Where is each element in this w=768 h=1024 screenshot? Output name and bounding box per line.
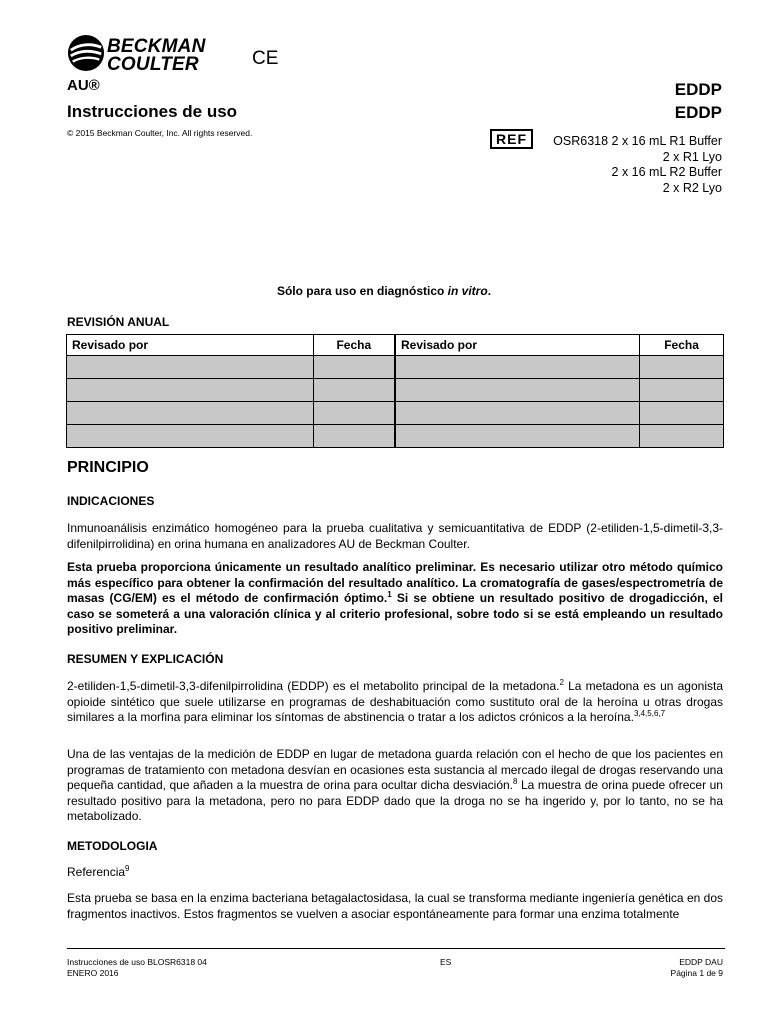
resumen-paragraph-2: Una de las ventajas de la medición de EDDP en lugar de metadona guarda relación con el hecho de que los pacientes en programas de tratamiento con metadona desvían en ocasiones esta sustancia al mercado ilegal de drogas reservando una pequeña cantidad, que añaden a la muestra de orina para ocultar dicha desviación.$^8$ La muestra de orina puede ofrecer un resultado positivo para la metadona, pero no para EDDP dado que la droga no se ha ingerido y, por lo tanto, no se ha metabolizado. <box>67 747 723 823</box>
table-cell[interactable] <box>67 356 314 379</box>
kit-line: 2 x 16 mL R2 Buffer <box>611 165 722 179</box>
ref-symbol: REF <box>490 129 533 149</box>
indicaciones-heading: INDICACIONES <box>67 494 155 508</box>
kit-contents <box>553 134 722 196</box>
metodologia-heading: METODOLOGIA <box>67 839 158 853</box>
table-row <box>67 425 724 448</box>
column-header: Revisado por <box>395 335 640 356</box>
table-cell[interactable] <box>313 356 395 379</box>
kit-line: OSR6318 2 x 16 mL R1 Buffer <box>553 134 722 148</box>
resumen-paragraph-1: 2-etiliden-1,5-dimetil-3,3-difenilpirrolidina (EDDP) es el metabolito principal de la metadona.$^2$ La metadona es un agonista opioide sintético que suele utilizarse en programas de deshabituación como sustituto oral de la heroína u otras drogas similares a la morfina para eliminar los síntomas de abstinencia o tratar a los adictos crónicos a la heroína.$^{3,4,5,6,7}$ <box>67 678 723 724</box>
copyright: © 2015 Beckman Coulter, Inc. All rights reserved. <box>67 128 253 138</box>
column-header: Revisado por <box>67 335 314 356</box>
table-cell[interactable] <box>313 379 395 402</box>
table-cell[interactable] <box>395 425 640 448</box>
column-header: Fecha <box>313 335 395 356</box>
footer-divider <box>67 948 725 949</box>
kit-line: 2 x R2 Lyo <box>662 180 722 195</box>
table-cell[interactable] <box>395 402 640 425</box>
table-cell[interactable] <box>395 379 640 402</box>
kit-line: 2 x R1 Lyo <box>662 149 722 164</box>
au-label: AU® <box>67 77 100 94</box>
table-cell[interactable] <box>395 356 640 379</box>
table-row <box>67 379 724 402</box>
annual-review-title: REVISIÓN ANUAL <box>67 315 170 329</box>
annual-review-table <box>66 334 724 448</box>
footer-language: ES <box>440 957 452 967</box>
referencia-line: Referencia$^9$ <box>67 864 130 879</box>
product-subtitle: EDDP <box>674 103 722 122</box>
table-row <box>67 356 724 379</box>
table-cell[interactable] <box>640 356 724 379</box>
table-cell[interactable] <box>640 402 724 425</box>
table-cell[interactable] <box>640 425 724 448</box>
resumen-heading: RESUMEN Y EXPLICACIÓN <box>67 652 224 666</box>
footer-right: EDDP DAU Página 1 de 9 <box>670 957 723 978</box>
indicaciones-paragraph: Inmunoanálisis enzimático homogéneo para la prueba cualitativa y semicuantitativa de EDDP (2-etiliden-1,5-dimetil-3,3-difenilpirrolidina) en orina humana en analizadores AU de Beckman Coulter. <box>67 521 723 551</box>
table-header-row <box>67 335 724 356</box>
table-row <box>67 402 724 425</box>
column-header: Fecha <box>640 335 724 356</box>
metodologia-paragraph: Esta prueba se basa en la enzima bacteriana betagalactosidasa, la cual se transforma mediante ingeniería genética en dos fragmentos inactivos. Estos fragmentos se vuelven a asociar espontáneamente para formar una enzima totalmente <box>67 891 723 921</box>
table-cell[interactable] <box>313 402 395 425</box>
ce-mark: CE <box>252 48 279 69</box>
table-cell[interactable] <box>67 379 314 402</box>
diagnostic-use-notice: Sólo para uso en diagnóstico in vitro. <box>276 284 492 298</box>
principio-heading: PRINCIPIO <box>67 459 149 476</box>
product-title: EDDP <box>674 80 722 99</box>
table-cell[interactable] <box>640 379 724 402</box>
table-cell[interactable] <box>67 402 314 425</box>
table-cell[interactable] <box>67 425 314 448</box>
beckman-coulter-logo-icon <box>67 34 105 72</box>
logo-wordmark: BECKMAN COULTER <box>107 36 206 75</box>
instructions-heading: Instrucciones de uso <box>67 102 238 121</box>
footer-left: Instrucciones de uso BLOSR6318 04 ENERO 2016 <box>67 957 207 978</box>
indicaciones-warning: Esta prueba proporciona únicamente un resultado analítico preliminar. Es necesario utilizar otro método químico más específico para obtener la confirmación del resultado analítico. La cromatografía de gases/espectrometría de masas (CG/EM) es el método de confirmación óptimo.$^1$ Si se obtiene un resultado positivo de drogadicción, el caso se someterá a una valoración clínica y al criterio profesional, sobre todo si se está empleando un resultado positivo preliminar. <box>67 560 724 636</box>
table-cell[interactable] <box>313 425 395 448</box>
